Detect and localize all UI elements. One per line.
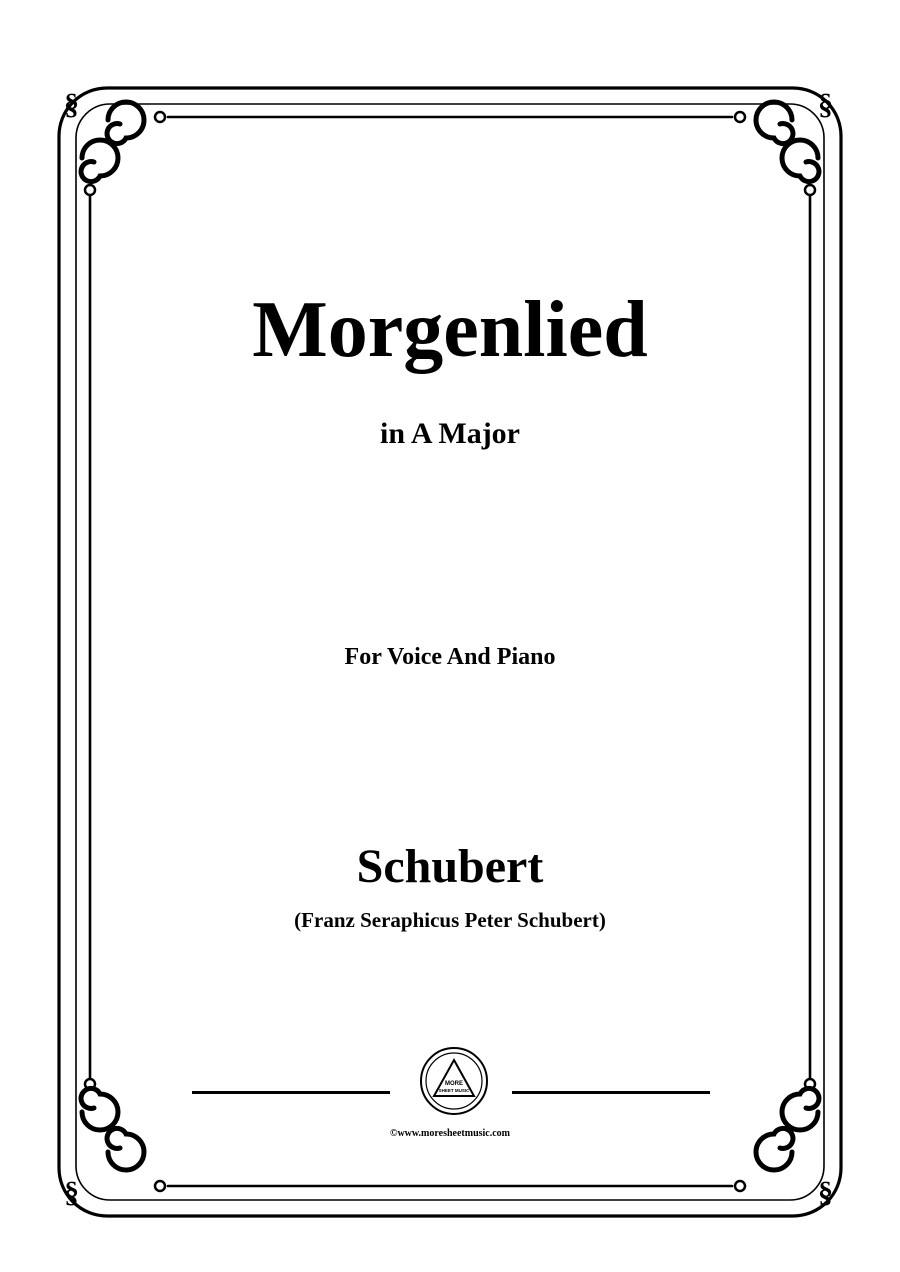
footer-rule-left bbox=[192, 1091, 390, 1094]
logo-bottom-text: SHEET MUSIC bbox=[438, 1088, 470, 1093]
score-key: in A Major bbox=[380, 417, 520, 450]
corner-ornament-bottom-left-icon: § bbox=[64, 1176, 79, 1209]
logo-top-text: MORE bbox=[445, 1081, 463, 1087]
footer-rule-right bbox=[512, 1091, 710, 1094]
score-instrumentation: For Voice And Piano bbox=[344, 644, 556, 670]
score-title: Morgenlied bbox=[252, 286, 648, 374]
publisher-logo-icon bbox=[419, 1046, 489, 1116]
corner-ornament-top-left-icon: § bbox=[64, 88, 79, 121]
publisher-website: ©www.moresheetmusic.com bbox=[389, 1128, 511, 1139]
corner-ornament-bottom-right-icon: § bbox=[818, 1176, 833, 1209]
composer-name: Schubert bbox=[356, 840, 544, 893]
corner-ornament-top-right-icon: § bbox=[818, 88, 833, 121]
composer-full-name: (Franz Seraphicus Peter Schubert) bbox=[294, 908, 606, 932]
